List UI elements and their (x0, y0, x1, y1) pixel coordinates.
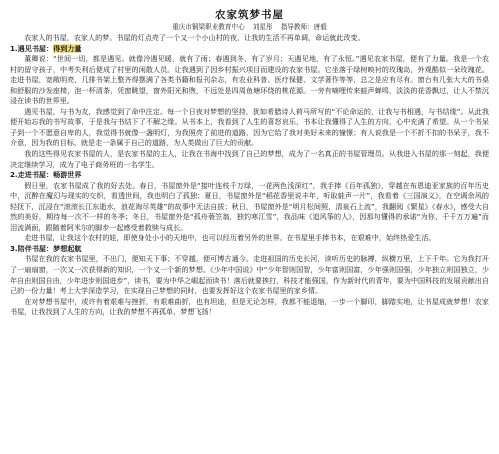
section2-paragraph-1: 假日里，农家书屋成了我的好去处。春日，书屋窗外是“接叶连枝千万绿，一花两色浅深红”，我手捧《百年孤独》，穿越在布恩迪亚家族的百年历史中，沉醉在魔幻与现实的交织，看透世间，我也明白了孤独；夏日，书屋窗外是“稻花香里说丰年，听取蛙声一片”，我看着《三国演义》，在空调余风的轻抚下，沉浸在“滚滚长江东逝水，浪花淘尽英雄”的故事中无法自拔；秋日，书屋窗外是“明月松间照，清泉石上流”，我翻阅《繁星》《春水》，感受大自然的美好，期待每一次不一样的冬季；冬日，书屋窗外是“孤舟蓑笠翁，独钓寒江雪”，我品味《追风筝的人》，因那句懂得的承诺“为你，千千万万遍”而泪流满面，跟随着阿米尔的脚步一起感受着救赎与成长。 (10, 180, 489, 232)
section-heading-2: 2.走进书屋：畅游世界 (10, 170, 82, 180)
byline (10, 22, 489, 32)
section-heading-1-prefix: 1.遇见书屋： (10, 43, 54, 53)
section3-paragraph-1: 书屋在我的农家书屋里，不出门，便知天下事；不穿越，便可博古通今。走进祖国的历史长河，读听历史的脉搏，纵横万里，上下千年。它为我打开了一扇扇窗，一次又一次获得新的知识，一个又一个新的梦想。《少年中国说》中“少年智则国智，少年富则国富，少年强则国强，少年独立则国独立，少年自由则国自由，少年进步则国进步”，读书，要为中华之崛起而读书！落后就要挨打，科技才能强国，作为新时代的青年，要为中国科技的发展贡献出自己的一份力量！考上大学深造学习，在实现自己梦想的同时，也要发挥好这个农家书屋里的家乡情。 (10, 254, 489, 296)
section2-paragraph-2: 走进书屋，让我这个农村的娃，即使身处小小的天地中，也可以经历着另外的世界。在书屋里手捧书本，在艰难中，始终热爱生活。 (24, 233, 436, 243)
document-title: 农家筑梦书屋 (215, 9, 284, 21)
byline-teacher: 指导教师：唐毅 (280, 23, 327, 31)
section1-paragraph-2: 遇见书屋，与书为友，我感觉到了命中注定。每一个日夜对梦想的坚持，犹如希腊诗人荷马所写的“不论命运的，让我与书相遇，与书结缘”。从此我便开始忘我的书写故事，于是我与书结下了不解之缘。从书本上，我看到了人生的喜怒哀乐，书本让我懂得了人生的方向，心中充满了希望。从一个书呆子到一个不愿意自卑的人，我觉得书就像一盏明灯，为我照亮了前进的道路，因为它给了我对美好未来的憧憬；有人说我是一个不折不扣的书呆子，我不介意，因为我的目标，就是走一条属于自己的道路，为人类做出了巨大的贡献。 (10, 106, 489, 148)
section3-paragraph-2: 在对梦想书屋中，或许有着艰难与挫折，有艰难曲折，也有坦途，但是无论怎样，我都不能退缩，一步一个脚印，脚踏实地，让书屋成就梦想！农家书屋，让我找到了人生的方向，让我的梦想不再孤单，梦想飞扬！ (10, 296, 489, 317)
document-body (10, 33, 489, 318)
byline-author: 刘星彤 (252, 23, 273, 31)
section-heading-3: 3.陪伴书屋：梦想起航 (10, 243, 82, 253)
section-heading-1 (10, 44, 489, 55)
byline-school: 重庆市铜梁职业教育中心 (172, 23, 245, 31)
section1-paragraph-1: 董卿说：“世间一切，都是遇见。就像冷遇见暖，就有了雨；春遇到冬，有了岁月；天遇见地，有了永恒。”遇见农家书屋，便有了力量。我是一个农村的留守孩子，中考失利后便成了村里的闲散人员。让我遇到了因乡村振兴项目而建设的农家书屋。它坐落于绿树映衬的玫瑰岛，外观酷似一朵玫瑰花。走进书屋，宽敞明亮，几排书架上整齐得摆满了各类书籍和报刊杂志，有农业科普、医疗保健、文学著作等等，总之是应有尽有。窗台有几张大大的书桌和舒服的沙发座椅，泡一杯清茶，凭窗眺望，窗外阳光和煦，不远处是四周鱼塘环绕的桃花源。一旁有嘀哩传来蛙声蝉鸣，淡淡的花香飘过，让人不禁沉浸在读书的世界里。 (10, 54, 489, 106)
section1-paragraph-3: 我的这些得见农家书屋的人，是农家书屋的主人，让我在书海中找到了自己的梦想，成为了一名真正的书屋管理员。从我进入书屋的那一刻起，我便决定继续学习，成为了电子商务班的一名学生。 (10, 149, 489, 169)
intro-paragraph: 农家人的书屋，农家人的梦。书屋的灯点亮了一个又一个小山村的夜，让我的生活不再单调，命运就此改变。 (24, 33, 365, 42)
section-heading-1-highlight: 得到力量 (53, 43, 82, 53)
